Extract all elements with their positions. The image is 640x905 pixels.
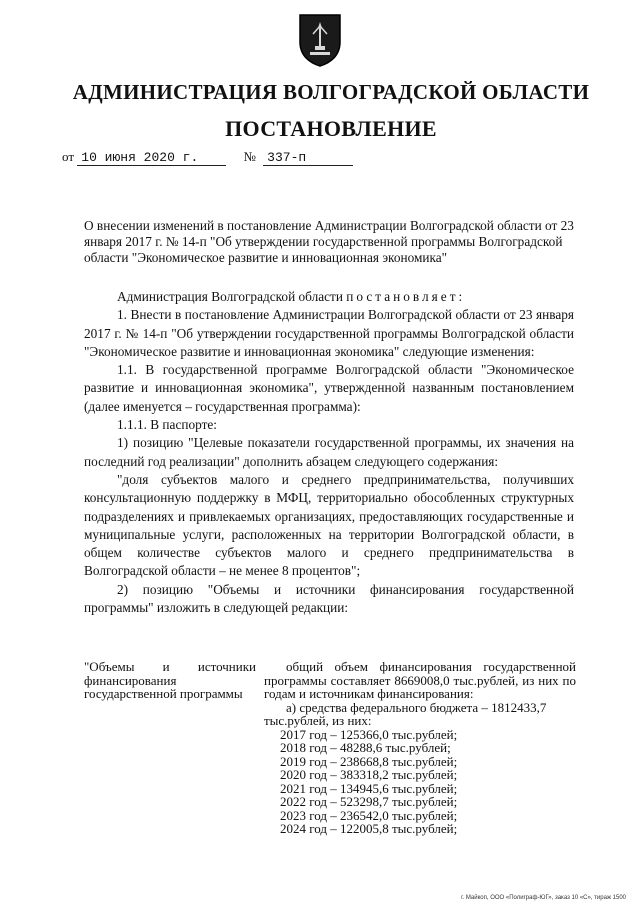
table-left-cell: "Объемы и источники финансирования государственной программы — [84, 659, 256, 701]
organization-title: АДМИНИСТРАЦИЯ ВОЛГОГРАДСКОЙ ОБЛАСТИ — [72, 80, 590, 104]
paragraph-1-1-1: 1.1.1. В паспорте: — [117, 417, 217, 433]
list-item: 2017 год – 125366,0 тыс.рублей; — [280, 726, 458, 742]
financing-total: общий объем финансирования государственной программы составляет 8669008,0 тыс.рублей, из них по годам и источникам финансирования: — [264, 659, 576, 701]
print-imprint: г. Майкоп, ООО «Полиграф-ЮГ», заказ 10 «С», тираж 1500 — [461, 895, 626, 901]
paragraph-1-1: 1.1. В государственной программе Волгоградской области "Экономическое развитие и инновационная экономика", утвержденной названным постановлением (далее именуется – государственная программа): — [84, 362, 574, 414]
intro-prefix: Администрация Волгоградской области — [117, 289, 343, 304]
document-body — [84, 288, 574, 617]
intro-paragraph — [84, 288, 574, 306]
paragraph-1: 1. Внести в постановление Администрации Волгоградской области от 23 января 2017 г. № 14-п "Об утверждении государственной программы Волгоградской области "Экономическое развитие и инновационная экономика" следующие изменения: — [84, 307, 574, 359]
coat-of-arms-icon — [297, 12, 343, 68]
list-item: 2021 год – 134945,6 тыс.рублей; — [280, 780, 458, 796]
list-item: 2022 год – 523298,7 тыс.рублей; — [280, 794, 458, 809]
year-list — [264, 728, 576, 836]
paragraph-item-1: 1) позицию "Целевые показатели государственной программы, их значения на последний год реализации" дополнить абзацем следующего содержания: — [84, 435, 574, 469]
number-label: № — [243, 149, 256, 164]
intro-verb: постановляет: — [346, 289, 466, 304]
document-type: ПОСТАНОВЛЕНИЕ — [225, 116, 437, 141]
date-label: от — [62, 149, 75, 164]
dateline — [62, 149, 353, 166]
table-right-cell — [264, 660, 576, 836]
federal-budget: а) средства федерального бюджета – 1812433,7 тыс.рублей, из них: — [264, 699, 547, 728]
paragraph-quote: "доля субъектов малого и среднего предпринимательства, получивших консультационную поддержку в МФЦ, территориально обособленных структурных подразделениях и привлекаемых организациях, предоставляющих государственные и муниципальные услуги, расположенных на территории Волгоградской области, в общем количестве субъектов малого и среднего предпринимательства в Волгоградской области – не менее 8 процентов"; — [84, 471, 574, 579]
list-item: 2018 год – 48288,6 тыс.рублей; — [280, 740, 451, 755]
list-item: 2023 год – 236542,0 тыс.рублей; — [280, 807, 458, 823]
list-item: 2020 год – 383318,2 тыс.рублей; — [280, 767, 458, 782]
list-item: 2019 год – 238668,8 тыс.рублей; — [280, 753, 458, 769]
document-subject: О внесении изменений в постановление Администрации Волгоградской области от 23 января 2017 г. № 14-п "Об утверждении государственной программы Волгоградской области "Экономическое развитие и инновационная экономика" — [84, 218, 574, 265]
list-item: 2024 год – 122005,8 тыс.рублей; — [280, 821, 458, 836]
paragraph-item-2: 2) позицию "Объемы и источники финансирования государственной программы" изложить в следующей редакции: — [84, 581, 574, 616]
document-number: 337-п — [263, 150, 353, 166]
document-date: 10 июня 2020 г. — [77, 150, 226, 166]
